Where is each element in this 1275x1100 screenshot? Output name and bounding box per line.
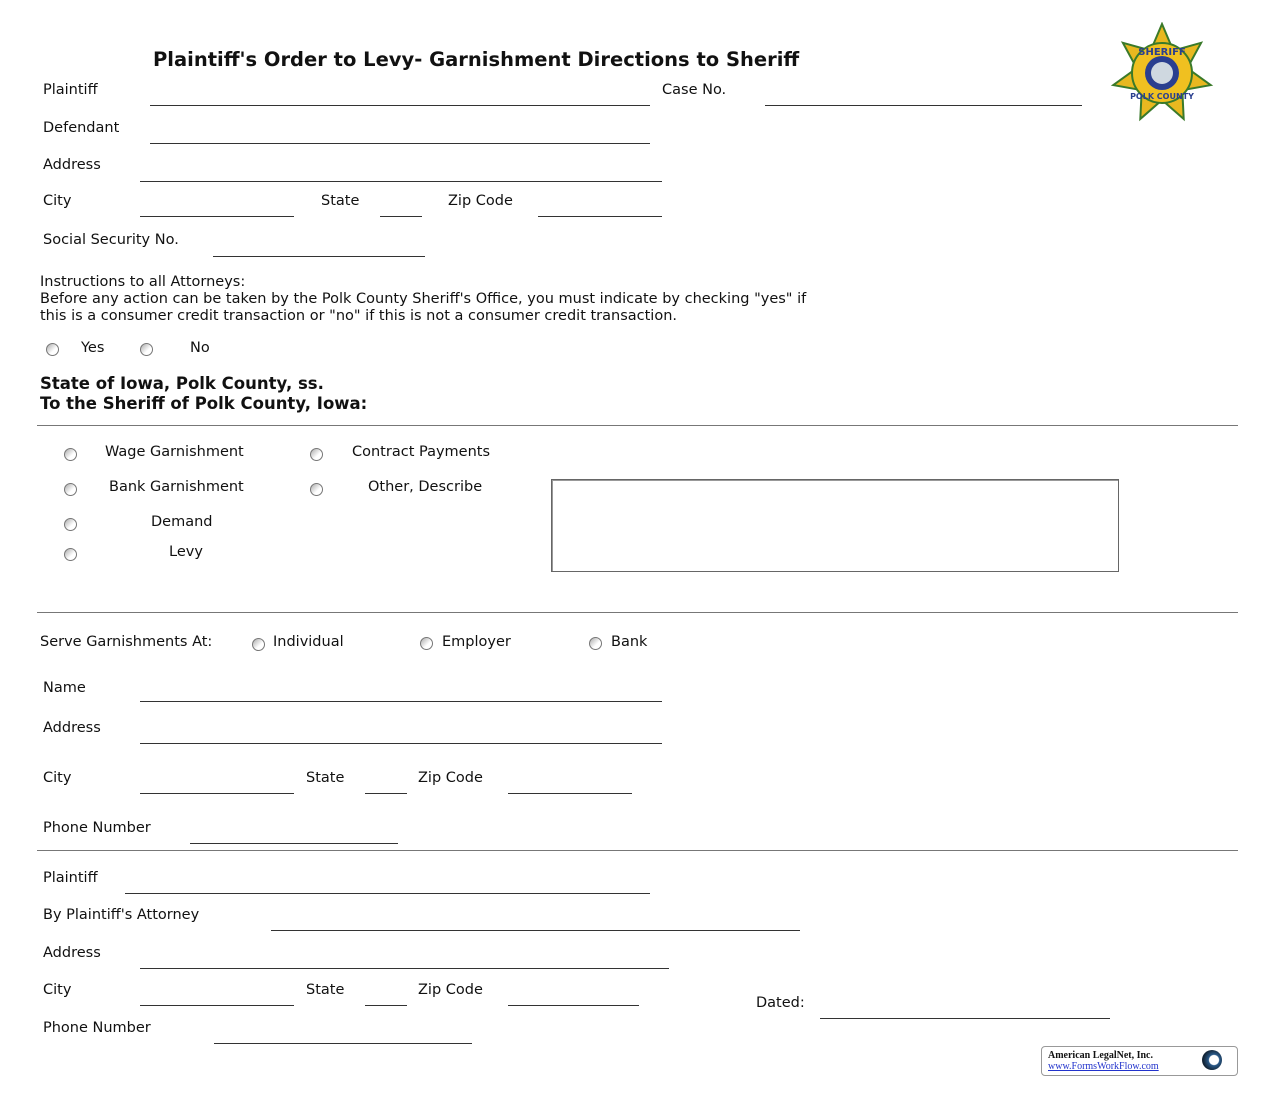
svg-text:SHERIFF: SHERIFF bbox=[1138, 47, 1186, 58]
serve-address-label: Address bbox=[43, 720, 101, 736]
globe-icon bbox=[1202, 1050, 1222, 1070]
levy-radio[interactable] bbox=[64, 548, 77, 561]
serve-phone-label: Phone Number bbox=[43, 820, 151, 836]
address-label: Address bbox=[43, 157, 101, 173]
demand-label: Demand bbox=[151, 514, 213, 530]
address-field[interactable] bbox=[140, 181, 662, 182]
defendant-label: Defendant bbox=[43, 120, 120, 136]
att-city-label: City bbox=[43, 982, 72, 998]
sheriff-badge-logo bbox=[1086, 22, 1240, 126]
plaintiff-field[interactable] bbox=[150, 105, 650, 106]
instructions-line2: this is a consumer credit transaction or "no" if this is not a consumer credit transaction. bbox=[40, 308, 678, 324]
contract-payments-label: Contract Payments bbox=[352, 444, 491, 460]
venue-line2: To the Sheriff of Polk County, Iowa: bbox=[40, 394, 368, 413]
employer-radio[interactable] bbox=[420, 637, 433, 650]
city-field[interactable] bbox=[140, 216, 294, 217]
city-label: City bbox=[43, 193, 72, 209]
case-no-field[interactable] bbox=[765, 105, 1082, 106]
footer-brand bbox=[1041, 1046, 1238, 1076]
dated-field[interactable] bbox=[820, 1018, 1110, 1019]
yes-radio[interactable] bbox=[46, 343, 59, 356]
serve-label: Serve Garnishments At: bbox=[40, 634, 213, 650]
serve-phone-field[interactable] bbox=[190, 843, 398, 844]
employer-label: Employer bbox=[442, 634, 511, 650]
levy-label: Levy bbox=[169, 544, 203, 560]
wage-garnishment-radio[interactable] bbox=[64, 448, 77, 461]
case-no-label: Case No. bbox=[662, 82, 727, 98]
state-label: State bbox=[321, 193, 360, 209]
individual-radio[interactable] bbox=[252, 638, 265, 651]
att-phone-field[interactable] bbox=[214, 1043, 472, 1044]
footer-company: American LegalNet, Inc. bbox=[1048, 1050, 1153, 1061]
bank-garnishment-radio[interactable] bbox=[64, 483, 77, 496]
ssn-label: Social Security No. bbox=[43, 232, 179, 248]
att-city-field[interactable] bbox=[140, 1005, 294, 1006]
divider bbox=[37, 850, 1238, 851]
svg-text:POLK COUNTY: POLK COUNTY bbox=[1130, 92, 1194, 101]
dated-label: Dated: bbox=[756, 995, 805, 1011]
att-address-label: Address bbox=[43, 945, 101, 961]
serve-state-field[interactable] bbox=[365, 793, 407, 794]
yes-label: Yes bbox=[81, 340, 105, 356]
bank-garnishment-label: Bank Garnishment bbox=[109, 479, 244, 495]
att-plaintiff-field[interactable] bbox=[125, 893, 650, 894]
zip-field[interactable] bbox=[538, 216, 662, 217]
att-state-field[interactable] bbox=[365, 1005, 407, 1006]
other-radio[interactable] bbox=[310, 483, 323, 496]
att-by-label: By Plaintiff's Attorney bbox=[43, 907, 200, 923]
plaintiff-label: Plaintiff bbox=[43, 82, 98, 98]
serve-city-label: City bbox=[43, 770, 72, 786]
att-plaintiff-label: Plaintiff bbox=[43, 870, 98, 886]
zip-label: Zip Code bbox=[448, 193, 513, 209]
contract-payments-radio[interactable] bbox=[310, 448, 323, 461]
footer-url[interactable]: www.FormsWorkFlow.com bbox=[1048, 1061, 1159, 1072]
divider bbox=[37, 425, 1238, 426]
att-phone-label: Phone Number bbox=[43, 1020, 151, 1036]
serve-city-field[interactable] bbox=[140, 793, 294, 794]
instructions-heading: Instructions to all Attorneys: bbox=[40, 274, 246, 290]
state-field[interactable] bbox=[380, 216, 422, 217]
other-describe-textarea[interactable] bbox=[551, 479, 1119, 572]
no-radio[interactable] bbox=[140, 343, 153, 356]
individual-label: Individual bbox=[273, 634, 344, 650]
att-zip-field[interactable] bbox=[508, 1005, 639, 1006]
instructions-line1: Before any action can be taken by the Polk County Sheriff's Office, you must indicate by checking "yes" if bbox=[40, 291, 807, 307]
att-state-label: State bbox=[306, 982, 345, 998]
divider bbox=[37, 612, 1238, 613]
serve-name-field[interactable] bbox=[140, 701, 662, 702]
att-zip-label: Zip Code bbox=[418, 982, 483, 998]
demand-radio[interactable] bbox=[64, 518, 77, 531]
form-title: Plaintiff's Order to Levy- Garnishment Directions to Sheriff bbox=[153, 48, 800, 71]
other-label: Other, Describe bbox=[368, 479, 483, 495]
serve-zip-field[interactable] bbox=[508, 793, 632, 794]
serve-state-label: State bbox=[306, 770, 345, 786]
serve-name-label: Name bbox=[43, 680, 86, 696]
att-by-field[interactable] bbox=[271, 930, 800, 931]
ssn-field[interactable] bbox=[213, 256, 425, 257]
serve-address-field[interactable] bbox=[140, 743, 662, 744]
att-address-field[interactable] bbox=[140, 968, 669, 969]
bank-label: Bank bbox=[611, 634, 648, 650]
serve-zip-label: Zip Code bbox=[418, 770, 483, 786]
defendant-field[interactable] bbox=[150, 143, 650, 144]
no-label: No bbox=[190, 340, 210, 356]
bank-radio[interactable] bbox=[589, 637, 602, 650]
wage-garnishment-label: Wage Garnishment bbox=[105, 444, 244, 460]
venue-line1: State of Iowa, Polk County, ss. bbox=[40, 374, 324, 393]
